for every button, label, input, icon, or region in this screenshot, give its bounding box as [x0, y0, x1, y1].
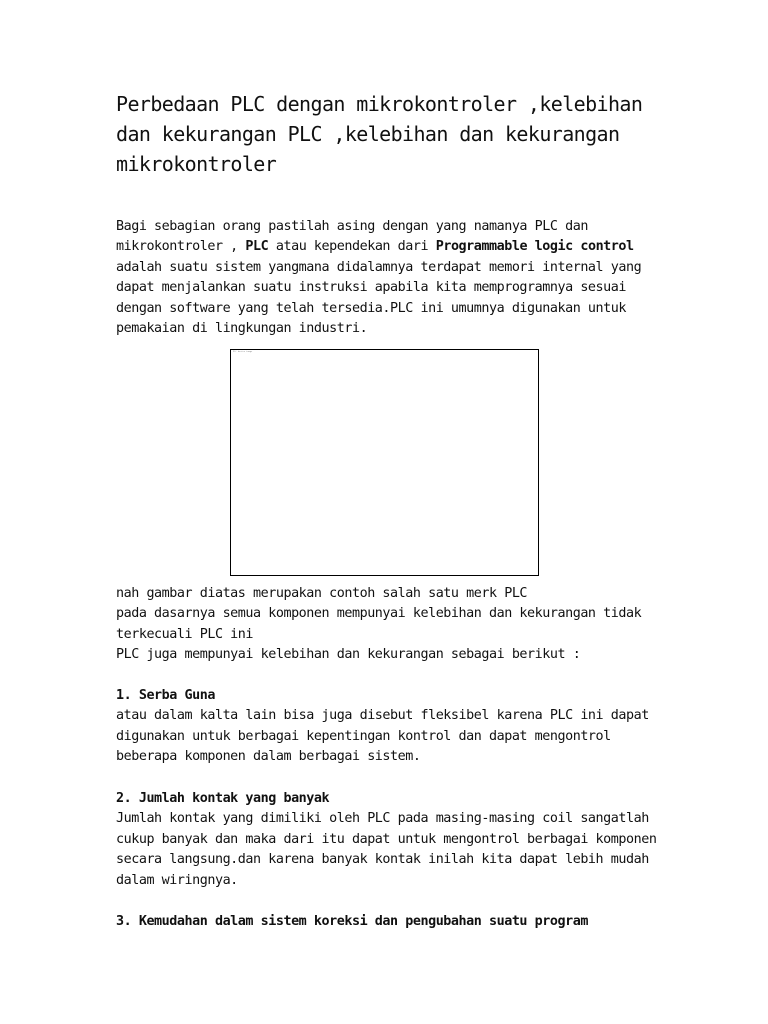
section-kemudahan	[116, 912, 676, 932]
plc-term: PLC	[245, 239, 269, 255]
intro-line: pemakaian di lingkungan industri.	[116, 321, 368, 337]
section-heading: 2. Jumlah kontak yang banyak	[116, 791, 330, 806]
intro-line: adalah suatu sistem yangmana didalamnya terdapat memori internal yang	[116, 259, 642, 275]
paragraph-line: nah gambar diatas merupakan contoh salah satu merk PLC	[116, 586, 528, 601]
section-heading: 1. Serba Guna	[116, 688, 215, 703]
paragraph-line: pada dasarnya semua komponen mempunyai kelebihan dan kekurangan tidak	[116, 606, 642, 622]
paragraph-line: Jumlah kontak yang dimiliki oleh PLC pada masing-masing coil sangatlah	[116, 811, 649, 827]
intro-text: atau kependekan dari	[268, 239, 436, 255]
paragraph-line: dalam wiringnya.	[116, 872, 238, 888]
paragraph-line: terkecuali PLC ini	[116, 626, 254, 642]
plc-full-name: Programmable logic control	[435, 239, 634, 255]
paragraph-line: secara langsung.dan karena banyak kontak inilah kita dapat lebih mudah	[116, 852, 649, 868]
intro-paragraph	[116, 217, 676, 339]
section-jumlah-kontak	[116, 789, 676, 891]
paragraph-line: PLC juga mempunyai kelebihan dan kekurangan sebagai berikut :	[116, 647, 581, 663]
figure-caption: PLC device image	[233, 351, 253, 353]
section-serba-guna	[116, 686, 676, 768]
paragraph-line: atau dalam kalta lain bisa juga disebut fleksibel karena PLC ini dapat	[116, 708, 649, 724]
intro-line: dengan software yang telah tersedia.PLC ini umumnya digunakan untuk	[116, 300, 626, 316]
intro-line	[116, 237, 676, 257]
paragraph-line: digunakan untuk berbagai kepentingan kontrol dan dapat mengontrol	[116, 728, 611, 744]
intro-line: dapat menjalankan suatu instruksi apabila kita memprogramnya sesuai	[116, 280, 626, 296]
after-figure-paragraph	[116, 584, 676, 666]
paragraph-line: beberapa komponen dalam berbagai sistem.	[116, 749, 421, 765]
section-heading: 3. Kemudahan dalam sistem koreksi dan pengubahan suatu program	[116, 914, 588, 929]
document-title: Perbedaan PLC dengan mikrokontroler ,kelebihan dan kekurangan PLC ,kelebihan dan kekurangan mikrokontroler	[116, 92, 643, 176]
intro-text: mikrokontroler ,	[116, 239, 246, 255]
paragraph-line: cukup banyak dan maka dari itu dapat untuk mengontrol berbagai komponen	[116, 831, 657, 847]
intro-line: Bagi sebagian orang pastilah asing dengan yang namanya PLC dan	[116, 219, 588, 234]
plc-figure-image	[230, 349, 539, 576]
